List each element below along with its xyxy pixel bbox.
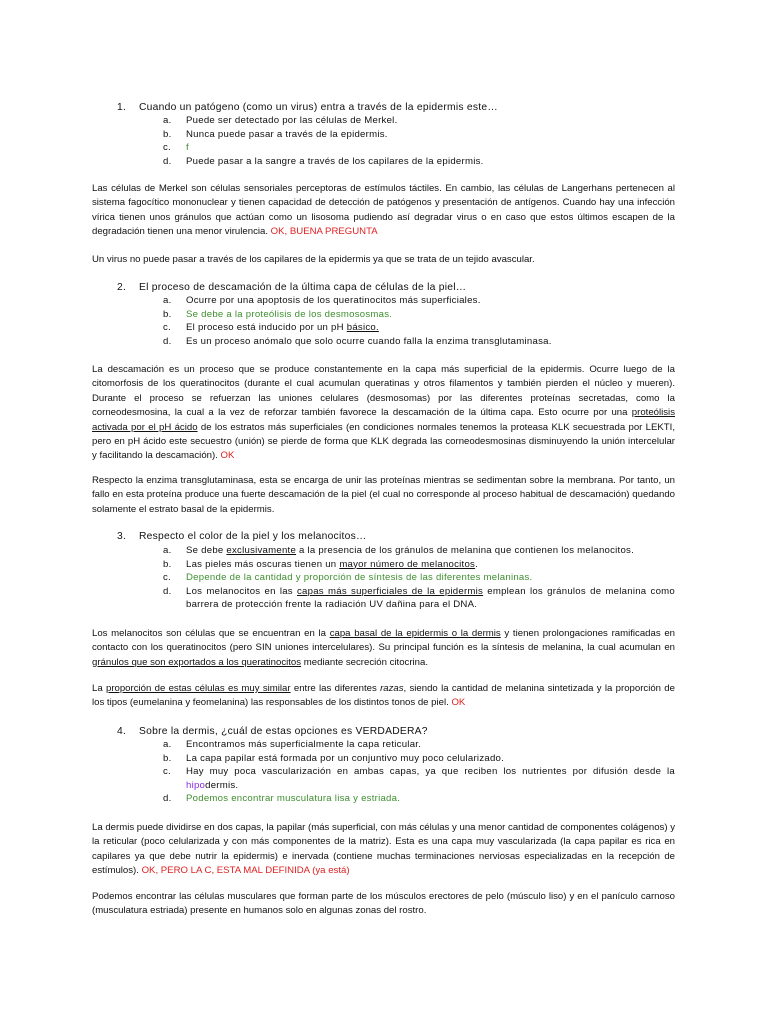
review-note: OK <box>451 697 466 709</box>
option-a: a. Encontramos más superficialmente la capa reticular. <box>163 739 422 750</box>
question-3-options <box>163 544 675 612</box>
option-c: c. El proceso está inducido por un pH básico. <box>163 322 379 334</box>
answer-paragraph: Los melanocitos son células que se encuentran en la capa basal de la epidermis o la dermis y tienen prolongaciones ramificadas en contacto con los queratinocitos (pero SIN uniones intercelulares). Su principal función es la síntesis de melanina, la cual acumulan en gránulos que son exportados a los queratinocitos mediante secreción citocrina. <box>92 628 676 668</box>
highlighted-prefix: hipo <box>186 779 206 791</box>
option-a: a. Ocurre por una apoptosis de los queratinocitos más superficiales. <box>163 295 481 306</box>
option-b-correct: b. Se debe a la proteólisis de los desmososmas. <box>163 308 393 320</box>
review-note: OK, BUENA PREGUNTA <box>270 226 378 238</box>
question-2 <box>117 281 466 294</box>
option-b: b. Nunca puede pasar a través de la epidermis. <box>163 128 388 140</box>
option-b: b. La capa papilar está formada por un conjuntivo muy poco celularizado. <box>163 752 505 764</box>
option-c-correct: c. f <box>163 142 189 154</box>
question-text: Respecto el color de la piel y los melanocitos… <box>139 531 367 542</box>
answer-paragraph: La descamación es un proceso que se produce constantemente en la capa más superficial de la epidermis. Ocurre luego de la citomorfosis de los queratinocitos (durante el cual acumulan queratinas y otros filamentos y también pierden el núcleo y mueren). Durante el proceso se refuerzan las uniones celulares (desmosomas) por las diferentes proteínas secretadas, como la corneodesmosina, la cual a la vez de reforzar también favorece la descamación de la última capa. Esto ocurre por una proteólisis activada por el pH ácido de los estratos más superficiales (en condiciones normales tenemos la proteasa KLK secuestrada por LEKTI, pero en pH ácido este secuestro (unión) se pierde de forma que KLK degrada las corneodesmosinas disminuyendo la unión intercelular y facilitando la descamación). OK <box>92 364 675 462</box>
answer-paragraph: Podemos encontrar las células musculares que forman parte de los músculos erectores de pelo (músculo liso) y en el panículo carnoso (musculatura estriada) presente en humanos solo en algunas zonas del rostro. <box>92 891 675 917</box>
question-text: Sobre la dermis, ¿cuál de estas opciones es VERDADERA? <box>139 726 428 737</box>
question-4 <box>117 725 428 738</box>
option-d-correct: d. Podemos encontrar musculatura lisa y estriada. <box>163 793 401 805</box>
question-number: 2. <box>117 282 127 293</box>
question-number: 1. <box>117 102 127 113</box>
question-3 <box>117 530 367 543</box>
answer-paragraph: Respecto la enzima transglutaminasa, esta se encarga de unir las proteínas mientras se sedimentan sobre la membrana. Por tanto, un fallo en esta proteína produce una fuerte descamación de la piel (el cual no corresponde al proceso habitual de descamación) quedando solamente el estrato basal de la epidermis. <box>92 475 675 515</box>
question-2-options <box>163 294 552 348</box>
option-d: d. Los melanocitos en las capas más superficiales de la epidermis emplean los gránulos de melanina como barrera de protección frente la radiación UV dañina para el DNA. <box>163 585 675 611</box>
question-1 <box>117 101 498 114</box>
option-a: a. Puede ser detectado por las células de Merkel. <box>163 115 398 126</box>
question-4-options <box>163 738 675 806</box>
option-b: b. Las pieles más oscuras tienen un mayor número de melanocitos. <box>163 558 479 570</box>
review-note: OK, PERO LA C, ESTA MAL DEFINIDA (ya está) <box>141 865 350 877</box>
option-d: d. Puede pasar a la sangre a través de los capilares de la epidermis. <box>163 155 484 167</box>
option-c: c. Hay muy poca vascularización en ambas capas, ya que reciben los nutrientes por difusión desde la hipodermis. <box>163 766 675 791</box>
option-a: a. Se debe exclusivamente a la presencia de los gránulos de melanina que contienen los melanocitos. <box>163 545 635 556</box>
review-note: OK <box>220 450 235 462</box>
answer-paragraph: Las células de Merkel son células sensoriales perceptoras de estímulos táctiles. En cambio, las células de Langerhans pertenecen al sistema fagocítico mononuclear y tienen capacidad de detección de patógenos y presentación de antígenos. Cuando hay una infección vírica tienen unos gránulos que actúan como un lisosoma pudiendo así degradar virus o en caso que estos últimos escapen de la degradación tienen una menor virulencia. OK, BUENA PREGUNTA <box>92 183 675 238</box>
question-text: Cuando un patógeno (como un virus) entra a través de la epidermis este… <box>139 102 498 113</box>
question-text: El proceso de descamación de la última capa de células de la piel… <box>139 282 467 293</box>
answer-paragraph: La proporción de estas células es muy similar entre las diferentes razas, siendo la cantidad de melanina sintetizada y la proporción de los tipos (eumelanina y feomelanina) las responsables de los distintos tonos de piel. OK <box>92 683 675 709</box>
question-1-options <box>163 114 484 168</box>
answer-paragraph: Un virus no puede pasar a través de los capilares de la epidermis ya que se trata de un tejido avascular. <box>92 254 535 265</box>
answer-paragraph: La dermis puede dividirse en dos capas, la papilar (más superficial, con más células y una menor cantidad de componentes colágenos) y la reticular (poco celularizada y con más componentes de la matriz). Esta es una capa muy vascularizada (la capa papilar es rica en capilares ya que debe nutrir la epidermis) e inervada (contiene muchas terminaciones nerviosas especializadas en la recepción de estímulos). OK, PERO LA C, ESTA MAL DEFINIDA (ya está) <box>92 822 675 877</box>
question-number: 3. <box>117 531 127 542</box>
option-c-correct: c. Depende de la cantidad y proporción de síntesis de las diferentes melaninas. <box>163 572 533 584</box>
option-d: d. Es un proceso anómalo que solo ocurre cuando falla la enzima transglutaminasa. <box>163 335 552 347</box>
question-number: 4. <box>117 726 127 737</box>
